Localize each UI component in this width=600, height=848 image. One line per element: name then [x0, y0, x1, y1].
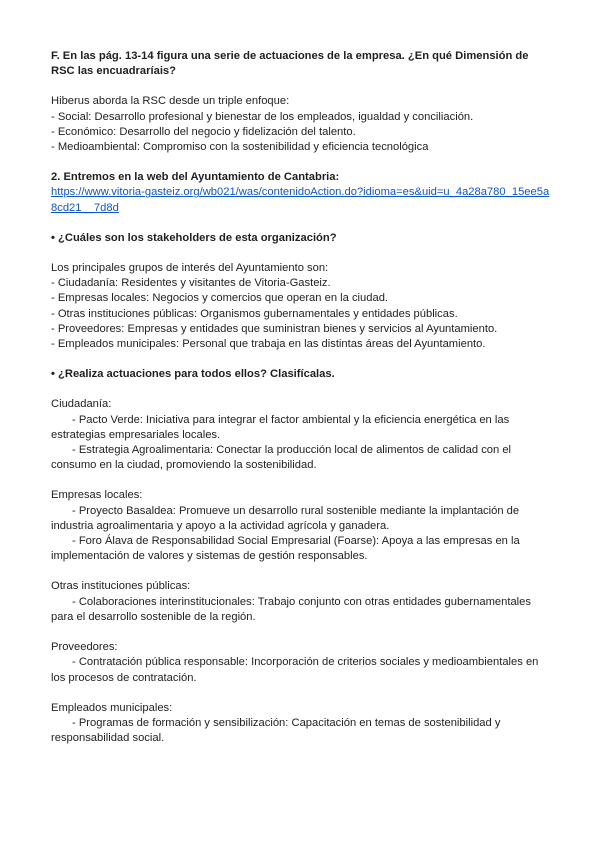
rsc-social: - Social: Desarrollo profesional y bienestar de los empleados, igualdad y conciliación.: [51, 110, 474, 123]
actions-question: • ¿Realiza actuaciones para todos ellos? Clasifícalas.: [51, 368, 335, 381]
group-heading: Otras instituciones públicas:: [51, 580, 191, 593]
stakeholder-item: - Ciudadanía: Residentes y visitantes de Vitoria-Gasteiz.: [51, 277, 331, 290]
stakeholder-item: - Empleados municipales: Personal que trabaja en las distintas áreas del Ayuntamiento.: [51, 338, 486, 351]
document-body: [51, 49, 551, 746]
group-heading: Empresas locales:: [51, 489, 143, 502]
group-action: - Estrategia Agroalimentaria: Conectar la producción local de alimentos de calidad con el consumo en la ciudad, promoviendo la sostenibilidad.: [51, 444, 512, 472]
group-heading: Empleados municipales:: [51, 701, 173, 714]
question-f-title: F. En las pág. 13-14 figura una serie de actuaciones de la empresa. ¿En qué Dimensión de RSC las encuadraríais?: [51, 50, 529, 78]
stakeholder-item: - Otras instituciones públicas: Organismos gubernamentales y entidades públicas.: [51, 307, 458, 320]
group-action: - Proyecto Basaldea: Promueve un desarrollo rural sostenible mediante la implantación de industria agroalimentaria y apoyo a la actividad agrícola y ganadera.: [51, 504, 520, 532]
group-action: - Contratación pública responsable: Incorporación de criterios sociales y medioambientales en los procesos de contratación.: [51, 656, 539, 684]
rsc-medioambiental: - Medioambiental: Compromiso con la sostenibilidad y eficiencia tecnológica: [51, 141, 429, 154]
rsc-intro: Hiberus aborda la RSC desde un triple enfoque:: [51, 95, 290, 108]
rsc-economico: - Económico: Desarrollo del negocio y fidelización del talento.: [51, 125, 356, 138]
group-action: - Foro Álava de Responsabilidad Social Empresarial (Foarse): Apoya a las empresas en la implementación de valores y sistemas de gestión responsables.: [51, 535, 520, 563]
section-2-title: 2. Entremos en la web del Ayuntamiento de Cantabria:: [51, 171, 340, 184]
stakeholders-intro: Los principales grupos de interés del Ayuntamiento son:: [51, 262, 329, 275]
group-action: - Programas de formación y sensibilización: Capacitación en temas de sostenibilidad y responsabilidad social.: [51, 716, 501, 745]
stakeholder-item: - Empresas locales: Negocios y comercios que operan en la ciudad.: [51, 292, 389, 305]
stakeholders-question: • ¿Cuáles son los stakeholders de esta organización?: [51, 231, 337, 244]
group-action: - Colaboraciones interinstitucionales: Trabajo conjunto con otras entidades gubernamentales para el desarrollo sostenible de la región.: [51, 595, 531, 623]
group-heading: Ciudadanía:: [51, 398, 112, 411]
ayuntamiento-link[interactable]: https://www.vitoria-gasteiz.org/wb021/was/contenidoAction.do?idioma=es&uid=u_4a28a780_15ee5a8cd21__7d8d: [51, 186, 550, 214]
group-action: - Pacto Verde: Iniciativa para integrar el factor ambiental y la eficiencia energética en las estrategias empresariales locales.: [51, 413, 510, 441]
stakeholder-item: - Proveedores: Empresas y entidades que suministran bienes y servicios al Ayuntamiento.: [51, 322, 498, 335]
group-heading: Proveedores:: [51, 641, 118, 654]
